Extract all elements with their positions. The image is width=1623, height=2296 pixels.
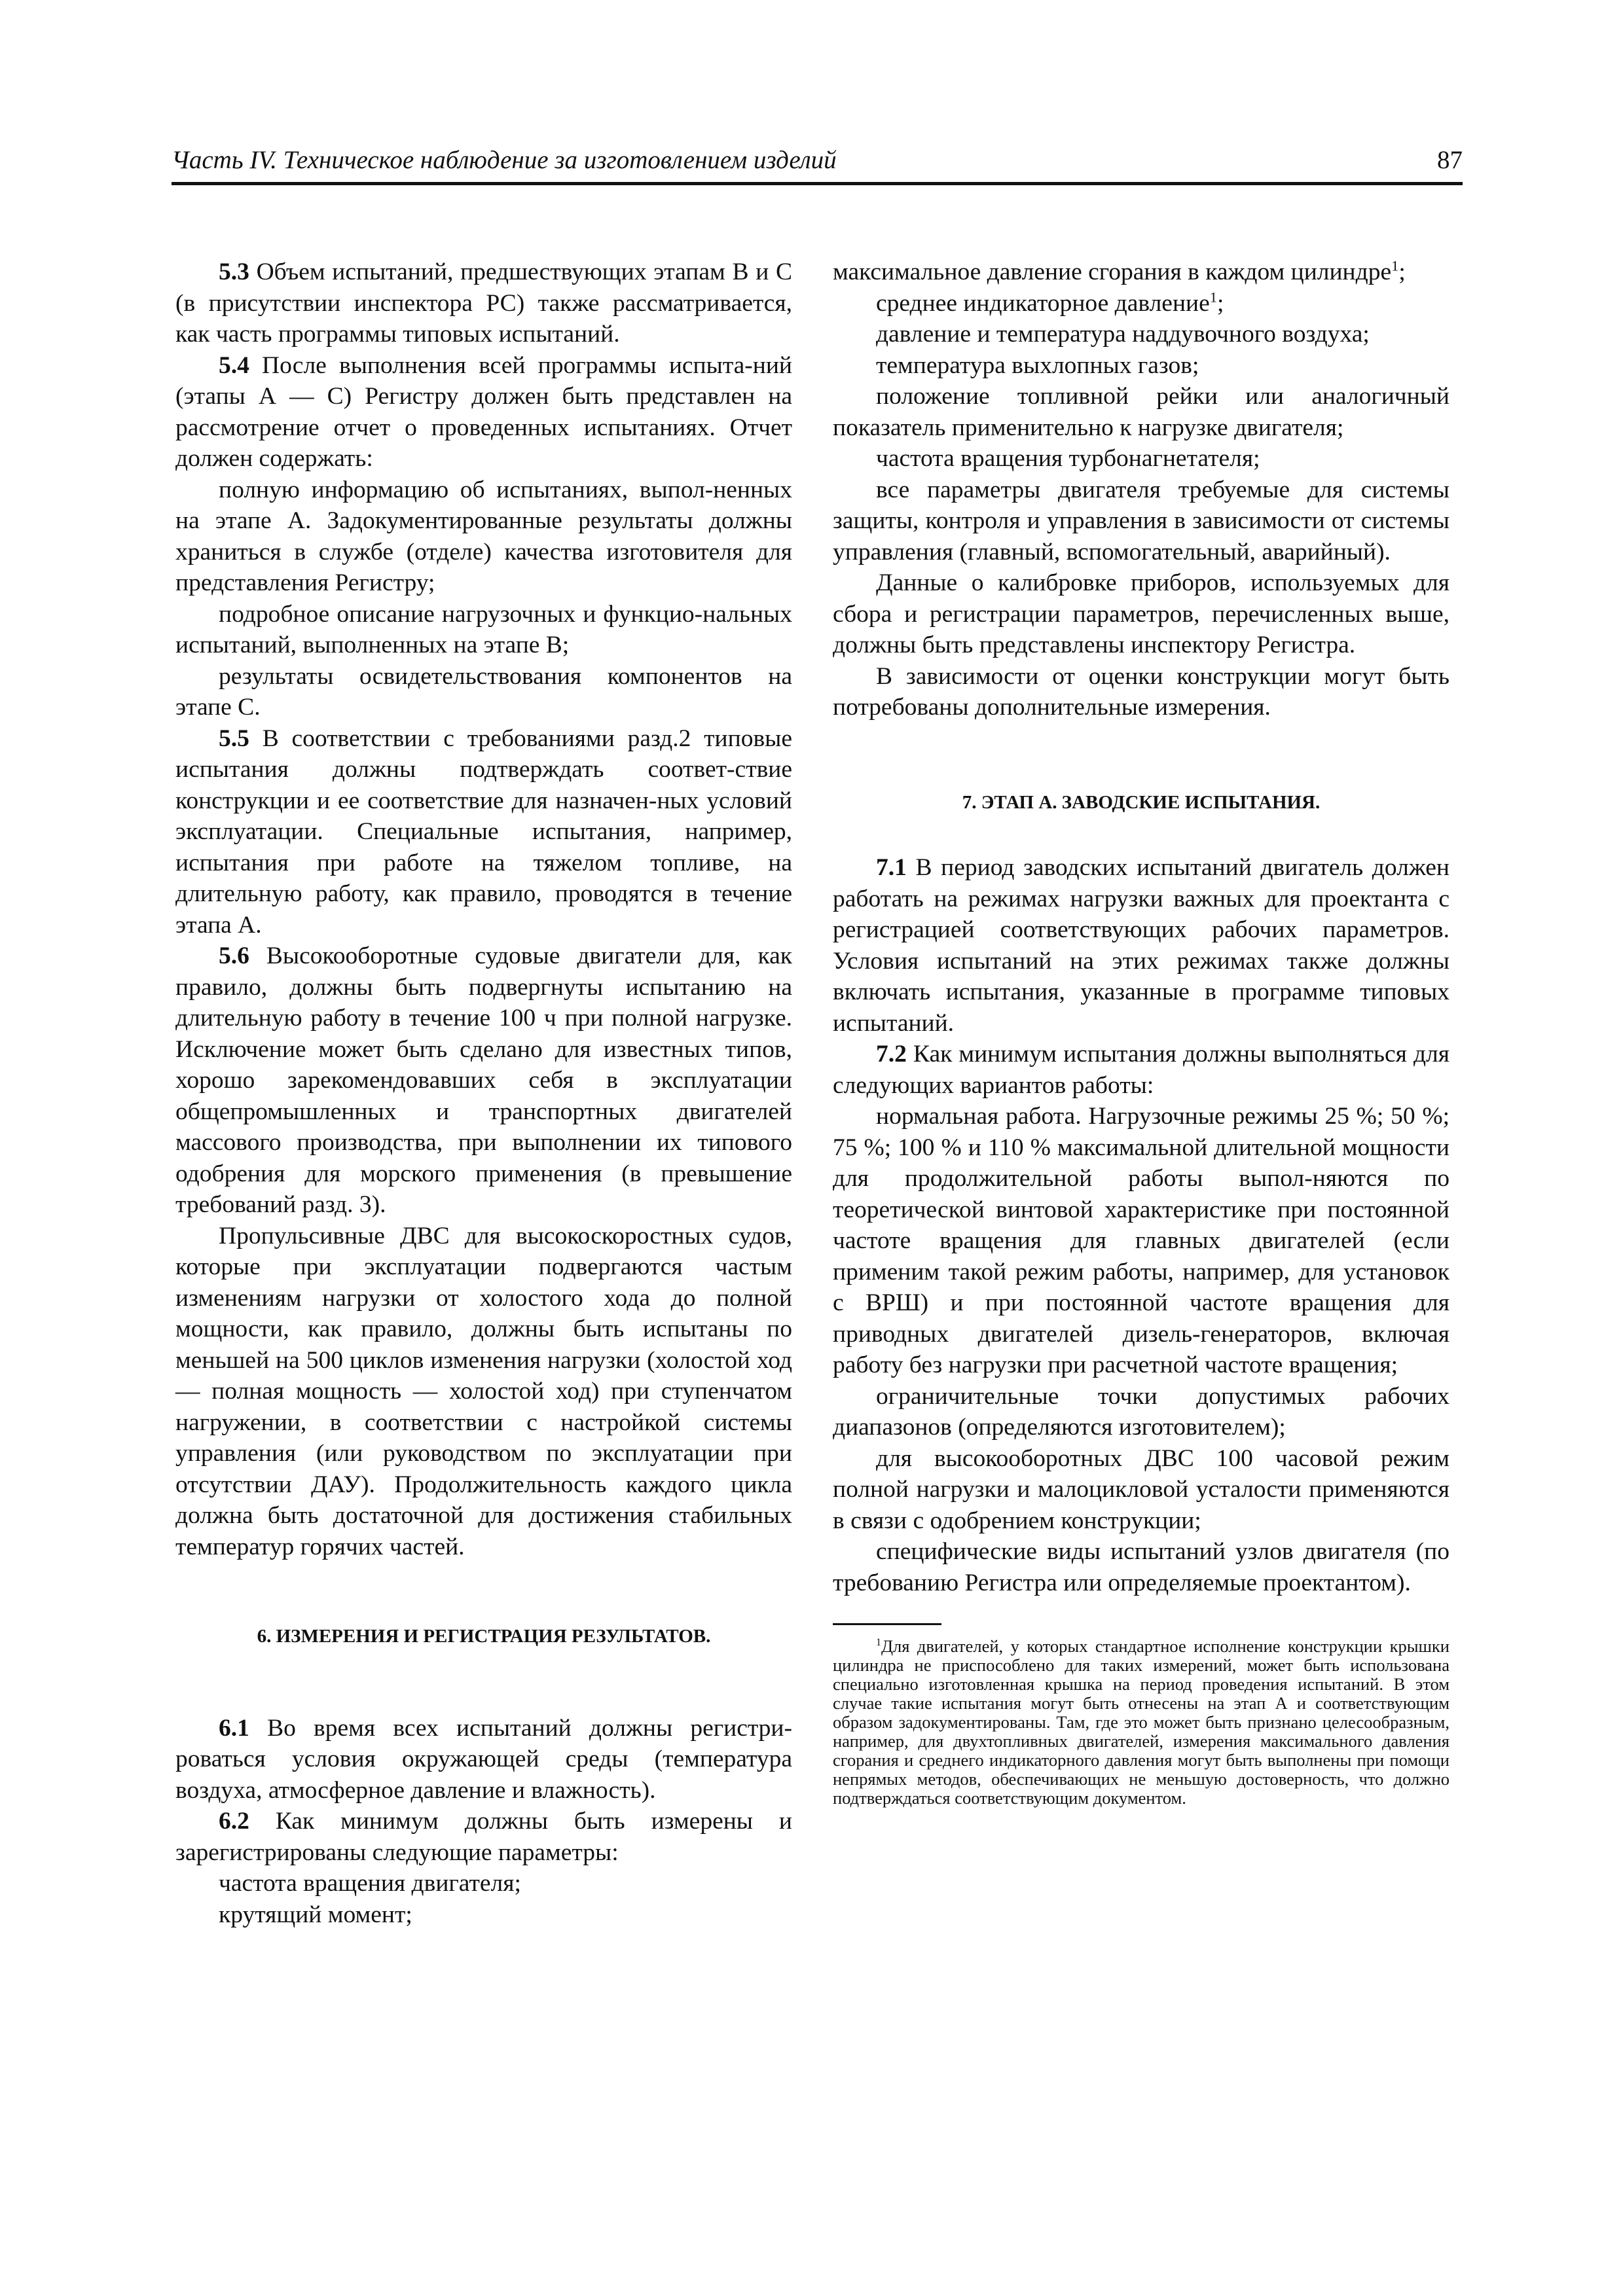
clause-text: Как минимум испытания должны выполняться для следующих вариантов работы: bbox=[833, 1041, 1450, 1099]
list-item: среднее индикаторное давление$^1$; bbox=[876, 289, 1224, 317]
footnote-marker: 1 bbox=[876, 1637, 881, 1649]
clause-number: 5.3 bbox=[219, 259, 249, 285]
list-item: подробное описание нагрузочных и функцио-нальных испытаний, выполненных на этапе В; bbox=[175, 600, 792, 658]
footnote-ref: 1 bbox=[1391, 257, 1399, 274]
paragraph-calibration: Данные о калибровке приборов, используемых для сбора и регистрации параметров, перечисленных выше, должны быть представлены инспектору Регистра. bbox=[833, 569, 1450, 658]
list-item: частота вращения двигателя; bbox=[219, 1870, 521, 1897]
paragraph-5-5 bbox=[175, 723, 792, 941]
paragraph-5-4 bbox=[175, 350, 792, 475]
list-item: максимальное давление сгорания в каждом цилиндре$^1$; bbox=[833, 257, 1406, 285]
clause-text: В период заводских испытаний двигатель должен работать на режимах нагрузки важных для проектанта с регистрацией соответствующих рабочих параметров. Условия испытаний на этих режимах также должны включать испытания, указанные в программе типовых испытаний. bbox=[833, 854, 1450, 1037]
clause-number: 7.1 bbox=[876, 854, 907, 881]
right-column bbox=[833, 257, 1450, 1808]
header-title: Часть IV. Техническое наблюдение за изготовлением изделий bbox=[172, 146, 837, 174]
paragraph-5-6 bbox=[175, 941, 792, 1221]
footnote bbox=[833, 1637, 1450, 1808]
footnote-text: Для двигателей, у которых стандартное исполнение конструкции крышки цилиндра не приспособлено для таких измерений, может быть использована специально изготовленная крышка на период проведения испытаний. В этом случае такие испытания могут быть отнесены на этап А и соответствующим образом задокументированы. Там, где это может быть признано целесообразным, например, для двухтопливных двигателей, измерения максимального давления сгорания и среднего индикаторного давления могут быть выполнены при помощи непрямых методов, обеспечивающих не меньшую достоверность, что должно подтверждаться соответствующим документом. bbox=[833, 1636, 1450, 1808]
list-item: температура выхлопных газов; bbox=[876, 351, 1199, 379]
clause-text: Как минимум должны быть измерены и зарегистрированы следующие параметры: bbox=[175, 1808, 792, 1866]
clause-text: Объем испытаний, предшествующих этапам В и С (в присутствии инспектора РС) также рассматривается, как часть программы типовых испытаний. bbox=[175, 259, 792, 348]
list-item: все параметры двигателя требуемые для системы защиты, контроля и управления в зависимости от системы управления (главный, вспомогательный, аварийный). bbox=[833, 476, 1450, 565]
paragraph-7-2 bbox=[833, 1039, 1450, 1101]
list-item: для высокооборотных ДВС 100 часовой режим полной нагрузки и малоцикловой усталости применяются в связи с одобрением конструкции; bbox=[833, 1444, 1450, 1534]
list-item: полную информацию об испытаниях, выпол-ненных на этапе А. Задокументированные результаты должны храниться в службе (отделе) качества изготовителя для представления Регистру; bbox=[175, 476, 792, 596]
list-item: давление и температура наддувочного воздуха; bbox=[876, 321, 1370, 348]
clause-number: 5.5 bbox=[219, 725, 249, 752]
list-item: ограничительные точки допустимых рабочих диапазонов (определяются изготовителем); bbox=[833, 1382, 1450, 1441]
clause-text: Высокооборотные судовые двигатели для, как правило, должны быть подвергнуты испытанию на длительную работу в течение 100 ч при полной нагрузке. Исключение может быть сделано для известных типов, хорошо зарекомендовавших себя в эксплуатации общепромышленных и транспортных двигателей массового производства, при выполнении их типового одобрения для морского применения (в превышение требований разд. 3). bbox=[175, 942, 792, 1218]
list-item: специфические виды испытаний узлов двигателя (по требованию Регистра или определяемые проектантом). bbox=[833, 1538, 1450, 1596]
clause-number: 5.6 bbox=[219, 942, 249, 969]
section-heading-7: 7. ЭТАП А. ЗАВОДСКИЕ ИСПЫТАНИЯ. bbox=[962, 791, 1321, 813]
list-item: крутящий момент; bbox=[219, 1901, 412, 1928]
paragraph-6-2 bbox=[175, 1806, 792, 1868]
paragraph-additional: В зависимости от оценки конструкции могут быть потребованы дополнительные измерения. bbox=[833, 662, 1450, 721]
footnote-separator bbox=[833, 1623, 941, 1625]
list-item: положение топливной рейки или аналогичный показатель применительно к нагрузке двигателя; bbox=[833, 383, 1450, 441]
paragraph-5-3 bbox=[175, 257, 792, 350]
clause-text: Во время всех испытаний должны регистри-роваться условия окружающей среды (температура воздуха, атмосферное давление и влажность). bbox=[175, 1714, 792, 1804]
paragraph-6-1 bbox=[175, 1713, 792, 1806]
clause-number: 6.1 bbox=[219, 1714, 249, 1742]
left-column bbox=[175, 257, 792, 1930]
running-header bbox=[172, 145, 1463, 185]
clause-number: 7.2 bbox=[876, 1041, 907, 1067]
footnote-ref: 1 bbox=[1209, 289, 1217, 305]
list-item: результаты освидетельствования компонентов на этапе С. bbox=[175, 662, 792, 721]
paragraph-propulsion: Пропульсивные ДВС для высокоскоростных судов, которые при эксплуатации подвергаются частым изменениям нагрузки от холостого хода до полной мощности, как правило, должны быть испытаны по меньшей на 500 циклов изменения нагрузки (холостой ход — полная мощность — холостой ход) при ступенчатом нагружении, в соответствии с настройкой системы управления (или руководством по эксплуатации при отсутствии ДАУ). Продолжительность каждого цикла должна быть достаточной для достижения стабильных температур горячих частей. bbox=[175, 1222, 792, 1560]
section-heading-6: 6. ИЗМЕРЕНИЯ И РЕГИСТРАЦИЯ РЕЗУЛЬТАТОВ. bbox=[257, 1626, 711, 1647]
clause-text: После выполнения всей программы испыта-ний (этапы А — С) Регистру должен быть представлен на рассмотрение отчет о проведенных испытаниях. Отчет должен содержать: bbox=[175, 351, 792, 472]
list-item: нормальная работа. Нагрузочные режимы 25 %; 50 %; 75 %; 100 % и 110 % максимальной длительной мощности для продолжительной работы выпол-няются по теоретической винтовой характеристике при постоянной частоте вращения для главных двигателей (если применим такой режим работы, например, для установок с ВРШ) и при постоянной частоте вращения для приводных двигателей дизель-генераторов, включая работу без нагрузки при расчетной частоте вращения; bbox=[833, 1103, 1450, 1378]
clause-number: 5.4 bbox=[219, 351, 249, 379]
clause-number: 6.2 bbox=[219, 1808, 249, 1835]
list-item: частота вращения турбонагнетателя; bbox=[876, 445, 1260, 472]
clause-text: В соответствии с требованиями разд.2 типовые испытания должны подтверждать соответ-ствие конструкции и ее соответствие для назначен-ных условий эксплуатации. Специальные испытания, например, испытания при работе на тяжелом топливе, на длительную работу, как правило, проводятся в течение этапа А. bbox=[175, 725, 792, 939]
page-number: 87 bbox=[1437, 146, 1463, 174]
paragraph-7-1 bbox=[833, 852, 1450, 1039]
